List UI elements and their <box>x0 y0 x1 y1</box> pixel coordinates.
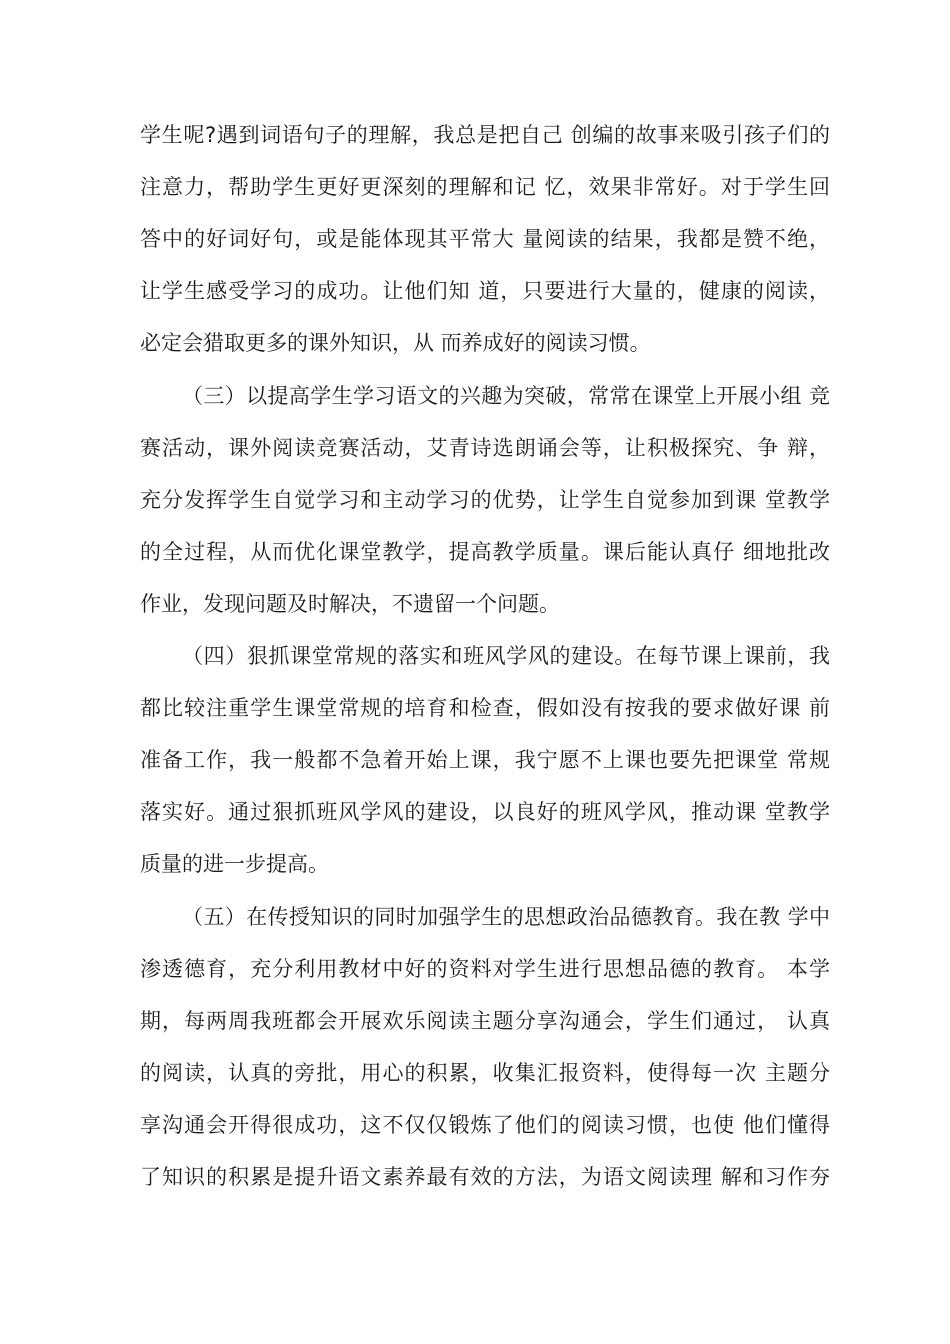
text-line: （三）以提高学生学习语文的兴趣为突破，常常在课堂上开展小组 竞 <box>182 384 830 408</box>
text-line: 作业，发现问题及时解决，不遗留一个问题。 <box>140 592 560 616</box>
paragraph-3 <box>140 630 830 890</box>
text-line: 准备工作，我一般都不急着开始上课，我宁愿不上课也要先把课堂 常规 <box>140 748 830 772</box>
text-line: 赛活动，课外阅读竞赛活动，艾青诗选朗诵会等，让积极探究、争 辩， <box>140 436 830 460</box>
text-line: 的全过程，从而优化课堂教学，提高教学质量。课后能认真仔 细地批改 <box>140 540 830 564</box>
text-line: 质量的进一步提高。 <box>140 852 329 876</box>
text-line: 期，每两周我班都会开展欢乐阅读主题分享沟通会，学生们通过， 认真 <box>140 1009 830 1033</box>
paragraph-1 <box>140 109 830 369</box>
text-line: 必定会猎取更多的课外知识，从 而养成好的阅读习惯。 <box>140 331 651 355</box>
text-line: （五）在传授知识的同时加强学生的思想政治品德教育。我在教 学中 <box>182 905 830 929</box>
text-line: 渗透德育，充分利用教材中好的资料对学生进行思想品德的教育。 本学 <box>140 957 830 981</box>
text-line: 享沟通会开得很成功，这不仅仅锻炼了他们的阅读习惯，也使 他们懂得 <box>140 1113 830 1137</box>
text-line: 答中的好词好句，或是能体现其平常大 量阅读的结果，我都是赞不绝， <box>140 227 830 251</box>
text-line: 充分发挥学生自觉学习和主动学习的优势，让学生自觉参加到课 堂教学 <box>140 488 830 512</box>
text-line: 注意力，帮助学生更好更深刻的理解和记 忆，效果非常好。对于学生回 <box>140 175 830 199</box>
text-line: 落实好。通过狠抓班风学风的建设，以良好的班风学风，推动课 堂教学 <box>140 800 830 824</box>
paragraph-2 <box>140 370 830 630</box>
text-line: （四）狠抓课堂常规的落实和班风学风的建设。在每节课上课前，我 <box>182 644 830 668</box>
text-line: 学生呢?遇到词语句子的理解，我总是把自己 创编的故事来吸引孩子们的 <box>140 123 830 147</box>
text-line: 都比较注重学生课堂常规的培育和检查，假如没有按我的要求做好课 前 <box>140 696 830 720</box>
text-line: 了知识的积累是提升语文素养最有效的方法，为语文阅读理 解和习作夯 <box>140 1165 830 1189</box>
text-line: 的阅读，认真的旁批，用心的积累，收集汇报资料，使得每一次 主题分 <box>140 1061 830 1085</box>
paragraph-4 <box>140 891 830 1203</box>
text-line: 让学生感受学习的成功。让他们知 道，只要进行大量的，健康的阅读， <box>140 279 830 303</box>
